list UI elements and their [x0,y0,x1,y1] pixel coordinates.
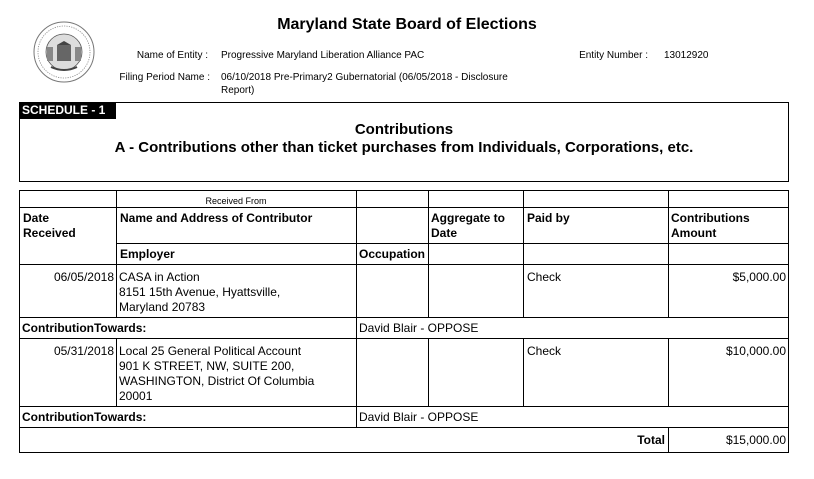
schedule-subtitle: A - Contributions other than ticket purchases from Individuals, Corporations, etc. [114,139,694,156]
row1-amount: $5,000.00 [732,270,786,284]
row2-name-line3: WASHINGTON, District Of Columbia [119,374,315,388]
row2-date: 05/31/2018 [53,344,114,358]
col-date-header-1: Date [23,211,50,225]
schedule-tag: SCHEDULE - 1 [19,102,116,119]
col-aggregate-header-1: Aggregate to [431,211,506,225]
page-title: Maryland State Board of Elections [277,16,537,33]
entity-number-label: Entity Number : [579,50,648,61]
row1-name-line2: 8151 15th Avenue, Hyattsville, [119,285,281,299]
entity-name-label: Name of Entity : [136,50,208,61]
col-amount-header-2: Amount [671,226,717,240]
filing-period-line1: 06/10/2018 Pre-Primary2 Gubernatorial (06/05/2018 - Disclosure [221,72,508,83]
row2-name-line1: Local 25 General Political Account [119,344,302,358]
col-date-header-2: Received [23,226,76,240]
row1-name-line3: Maryland 20783 [119,300,206,314]
col-paid-by-header: Paid by [527,211,570,225]
total-label: Total [637,433,665,447]
col-name-header: Name and Address of Contributor [120,211,313,225]
entity-name: Progressive Maryland Liberation Alliance PAC [221,50,425,61]
filing-period-line2: Report) [221,85,255,96]
received-from-label: Received From [205,196,267,206]
row2-towards-label: ContributionTowards: [22,410,147,424]
row2-amount: $10,000.00 [725,344,786,358]
col-aggregate-header-2: Date [431,226,458,240]
row2-towards: David Blair - OPPOSE [359,410,479,424]
entity-number: 13012920 [664,50,709,61]
col-employer-header: Employer [120,247,175,261]
filing-period-label: Filing Period Name : [119,72,210,83]
row1-name-line1: CASA in Action [119,270,200,284]
col-occupation-header: Occupation [359,247,426,261]
col-amount-header-1: Contributions [671,211,750,225]
row2-name-line2: 901 K STREET, NW, SUITE 200, [119,359,295,373]
row1-towards: David Blair - OPPOSE [359,321,479,335]
schedule-title: Contributions [354,121,454,138]
total-amount: $15,000.00 [725,433,786,447]
row1-paid-by: Check [527,270,562,284]
row1-towards-label: ContributionTowards: [22,321,147,335]
row2-paid-by: Check [527,344,562,358]
row2-name-line4: 20001 [119,389,153,403]
row1-date: 06/05/2018 [53,270,114,284]
